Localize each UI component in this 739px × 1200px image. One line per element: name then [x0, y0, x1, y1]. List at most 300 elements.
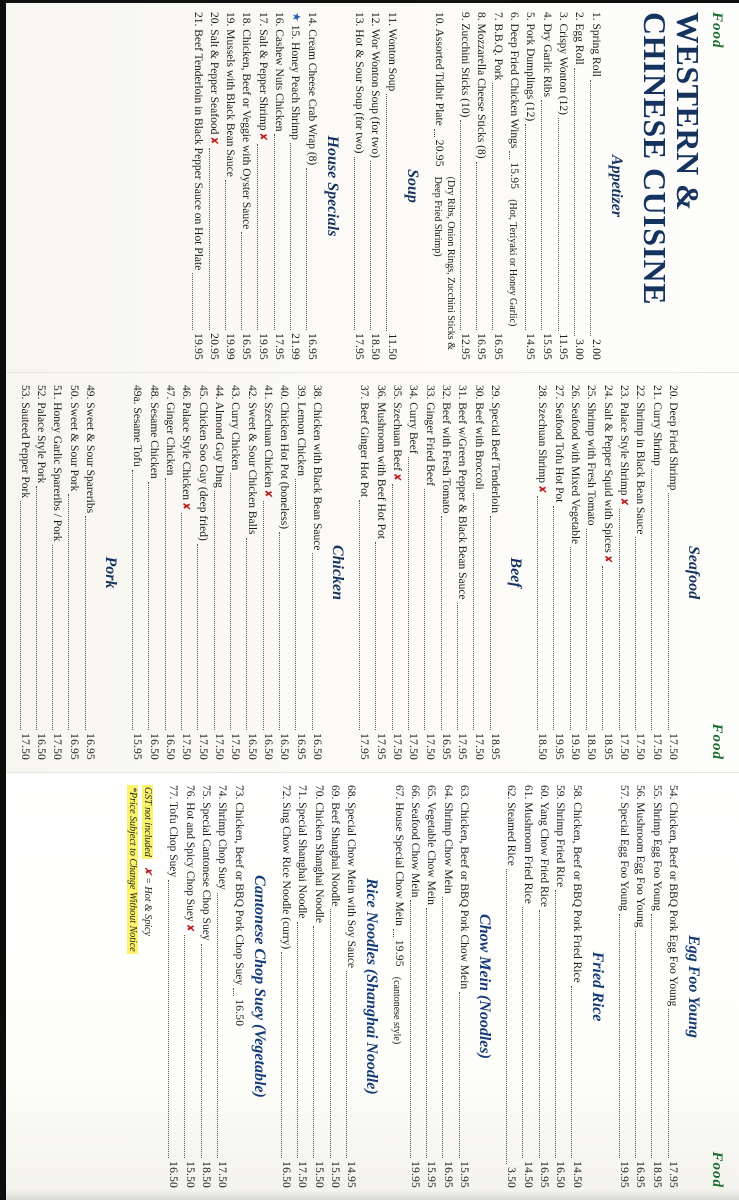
leader-dots	[197, 544, 207, 730]
list-item[interactable]	[405, 385, 421, 760]
leader-dots	[386, 94, 396, 330]
page-title: WESTERN & CHINESE CUISINE	[637, 12, 706, 305]
section-title: Soup	[403, 169, 421, 203]
list-item[interactable]	[343, 785, 359, 1188]
list-item[interactable]	[327, 785, 343, 1188]
item-description: (Dry Ribs, Onion Rings, Zucchini Sticks & Deep Fried Shrimp)	[431, 176, 456, 350]
section-soup	[351, 12, 421, 360]
list-item[interactable]	[648, 385, 664, 760]
spicy-icon: ✘	[618, 497, 630, 506]
list-item[interactable]	[616, 785, 632, 1188]
item-price: 16.50	[147, 733, 160, 760]
leader-dots	[586, 529, 596, 731]
item-name: Curry Chicken	[229, 402, 242, 471]
item-name: Assorted Tidbit Plate	[433, 28, 446, 126]
star-icon: ★	[289, 12, 302, 22]
paper-edge	[0, 0, 739, 3]
list-item[interactable]	[303, 12, 319, 360]
item-number: 58.	[570, 785, 583, 800]
spicy-icon: ✘	[142, 866, 154, 875]
list-item[interactable]	[129, 385, 145, 760]
item-number: 46.	[180, 385, 193, 400]
leader-dots	[375, 542, 385, 730]
item-name: Mozzarella Cheese Sticks (8)	[475, 23, 488, 159]
leader-dots	[52, 545, 62, 731]
item-number: 71.	[296, 785, 309, 800]
section-egg-foo-young	[616, 785, 702, 1188]
item-name: Chicken Hot Pot (boneless)	[278, 402, 291, 530]
item-number: 14.	[305, 12, 318, 27]
item-name: Beef with Broccoli	[472, 402, 485, 490]
list-item[interactable]	[82, 385, 98, 760]
item-price: 11.50	[385, 333, 398, 360]
item-number: 73.	[232, 785, 245, 800]
item-price: 19.95	[392, 939, 405, 967]
list-item[interactable]	[407, 785, 423, 1188]
list-item[interactable]	[278, 785, 294, 1188]
item-price: 16.95	[240, 333, 253, 360]
menu-item-list	[534, 385, 681, 760]
item-number: 55.	[650, 785, 663, 800]
list-item[interactable]	[243, 385, 259, 760]
list-item[interactable]	[206, 12, 222, 360]
item-price: 12.95	[459, 333, 472, 360]
item-name: Chicken, Beef or BBQ Pork Chow Mein	[458, 802, 471, 990]
menu-item-list	[503, 785, 585, 1188]
item-price: 19.50	[569, 733, 582, 760]
item-name: Pork Dumplings (12)	[524, 23, 537, 122]
item-name: Special Chow Mein with Soy Sauce	[345, 802, 358, 969]
list-item[interactable]	[423, 785, 439, 1188]
list-item[interactable]	[456, 785, 472, 1188]
item-price: 15.50	[183, 1161, 196, 1188]
item-price: 19.95	[409, 1161, 422, 1188]
leader-dots	[553, 506, 563, 731]
leader-dots	[392, 484, 402, 730]
item-name: Beef with Fresh Tomato	[440, 402, 453, 514]
list-item[interactable]	[367, 12, 383, 360]
item-name: Spring Roll	[589, 23, 602, 77]
section-title: Appetizer	[607, 154, 625, 218]
item-price: 16.50	[232, 999, 245, 1027]
list-item[interactable]	[550, 385, 566, 760]
list-item[interactable]	[294, 785, 310, 1188]
list-item[interactable]	[222, 12, 238, 360]
item-price: 18.50	[200, 1161, 213, 1188]
item-number: 49.	[84, 385, 97, 400]
leader-dots	[441, 516, 451, 730]
item-number: 77.	[167, 785, 180, 800]
leader-dots	[539, 910, 549, 1158]
section-beef	[356, 385, 524, 760]
item-price: 17.95	[374, 733, 387, 760]
leader-dots	[330, 909, 340, 1158]
leader-dots	[457, 603, 467, 731]
list-item[interactable]	[439, 785, 455, 1188]
list-item[interactable]	[489, 12, 505, 360]
item-name: Beef w/Green Pepper & Black Bean Sauce	[456, 402, 469, 600]
list-item[interactable]	[181, 785, 197, 1188]
list-item[interactable]	[555, 12, 571, 360]
list-item[interactable]	[519, 785, 535, 1188]
item-price: 14.50	[521, 1161, 534, 1188]
item-name: Salt & Pepper Squid with Spices	[601, 402, 614, 553]
item-price: 17.50	[667, 733, 679, 760]
list-item[interactable]	[522, 12, 538, 360]
list-item[interactable]	[616, 385, 632, 760]
list-item[interactable]	[310, 785, 326, 1188]
spicy-icon: ✘	[183, 923, 195, 933]
leader-dots	[290, 143, 300, 330]
item-description: (Hot, Teriyaki or Honey Garlic)	[506, 199, 518, 327]
leader-dots	[184, 935, 194, 1158]
item-name: Shrimp Chop Suey	[216, 802, 229, 890]
leader-dots	[492, 83, 502, 330]
list-item[interactable]	[487, 385, 503, 760]
list-item[interactable]	[287, 12, 303, 360]
item-name: Cashew Nuts Chicken	[273, 29, 286, 132]
leader-dots	[148, 482, 158, 731]
leader-dots	[246, 538, 256, 731]
item-name: Mussels with Black Bean Sauce	[224, 29, 237, 177]
item-price: 21.99	[289, 333, 302, 360]
list-item[interactable]	[665, 385, 681, 760]
item-price: 16.50	[262, 733, 275, 760]
menu-item-list	[17, 385, 99, 760]
item-number: 65.	[425, 785, 438, 800]
item-number: 39.	[294, 385, 307, 400]
leader-dots	[426, 908, 436, 1158]
menu-item-list	[351, 12, 400, 360]
item-number: 24.	[601, 385, 614, 400]
item-number: 68.	[345, 785, 358, 800]
section-title: Pork	[102, 556, 120, 589]
leader-dots	[668, 1009, 678, 1158]
section-title: House Specials	[323, 135, 341, 237]
item-price: 16.50	[311, 733, 324, 760]
item-name: Ginger Chicken	[164, 402, 177, 476]
spicy-icon: ✘	[536, 485, 548, 494]
item-name: Dry Garlic Ribs	[540, 23, 553, 97]
list-item[interactable]	[33, 385, 49, 760]
item-price: 15.95	[508, 162, 521, 190]
list-item[interactable]	[587, 12, 603, 360]
item-price: 3.00	[573, 339, 586, 360]
leader-dots	[509, 151, 519, 159]
list-item[interactable]	[145, 385, 161, 760]
menu-item-list	[431, 12, 604, 360]
item-name: Honey Garlic Spareribs / Pork	[51, 402, 64, 542]
item-name: Lemon Chicken	[294, 402, 307, 477]
item-name: Shrimp with Fresh Tomato	[585, 402, 598, 526]
item-name: Palace Style Chicken	[180, 402, 193, 500]
leader-dots	[306, 168, 316, 330]
item-name: Honey Peach Shrimp	[289, 42, 302, 140]
leader-dots	[209, 148, 219, 330]
section-title: Beef	[507, 557, 525, 588]
leader-dots	[20, 501, 30, 730]
list-item[interactable]	[506, 12, 522, 360]
list-item[interactable]	[49, 385, 65, 760]
item-price: 14.50	[570, 1161, 583, 1188]
item-number: 61.	[521, 785, 534, 800]
leader-dots	[214, 491, 224, 730]
item-number: 62.	[505, 785, 518, 800]
item-name: Hot and Spicy Chop Suey	[183, 802, 196, 922]
item-price: 16.95	[305, 333, 318, 360]
item-number: 26.	[569, 385, 582, 400]
item-number: 2.	[573, 12, 586, 21]
item-price: 2.00	[589, 339, 602, 360]
item-name: Seafood with Mixed Vegetable	[569, 402, 582, 545]
item-price: 15.95	[458, 1161, 471, 1188]
item-price: 17.95	[353, 333, 366, 360]
item-price: 17.50	[51, 733, 64, 760]
list-item[interactable]	[372, 385, 388, 760]
item-number: 35.	[391, 385, 404, 400]
item-name: Crispy Wonton (12)	[557, 23, 570, 116]
item-price: 19.95	[256, 333, 269, 360]
item-name: Szechuan Beef	[391, 402, 404, 471]
list-item[interactable]	[211, 385, 227, 760]
leader-dots	[522, 907, 532, 1158]
item-price: 17.95	[273, 333, 286, 360]
item-price: 15.50	[312, 1161, 325, 1188]
item-price: 17.50	[634, 733, 647, 760]
list-item[interactable]	[534, 385, 550, 760]
leader-dots	[490, 516, 500, 730]
section-title: Cantonese Chop Suey (Vegetable)	[250, 875, 268, 1098]
item-name: Chicken, Beef or Veggie with Oyster Sauce	[240, 29, 253, 230]
item-number: 19.	[224, 12, 237, 27]
item-number: 54.	[667, 785, 679, 800]
list-item[interactable]	[178, 385, 194, 760]
leader-dots	[279, 532, 289, 730]
item-name: Special Beef Tenderloin	[489, 402, 502, 513]
item-name: House Special Chow Mein	[392, 802, 405, 926]
leader-dots	[537, 496, 547, 730]
item-price: 19.99	[224, 333, 237, 360]
list-item[interactable]	[538, 12, 554, 360]
item-name: Steamed Rice	[505, 802, 518, 866]
item-number: 48.	[147, 385, 160, 400]
item-description: (cantonese style)	[391, 976, 403, 1045]
item-name: Chicken with Black Bean Sauce	[311, 402, 324, 551]
list-item[interactable]	[292, 385, 308, 760]
item-name: Sauteed Pepper Pork	[18, 402, 31, 499]
item-price: 19.95	[191, 333, 204, 360]
list-item[interactable]	[214, 785, 230, 1188]
list-item[interactable]	[227, 385, 243, 760]
item-price: 16.95	[84, 733, 97, 760]
leader-dots	[668, 493, 678, 730]
leader-dots	[651, 914, 661, 1158]
item-number: 56.	[634, 785, 647, 800]
item-name: Wor Wonton Soup (for two)	[369, 29, 382, 158]
leader-dots	[225, 180, 235, 330]
item-name: Seafood Chow Mein	[409, 802, 422, 898]
list-item[interactable]	[389, 385, 405, 760]
restaurant-logo: Food	[709, 12, 725, 49]
leader-dots	[635, 537, 645, 730]
list-item[interactable]	[255, 12, 271, 360]
menu-footnote	[125, 785, 155, 1188]
leader-dots	[410, 900, 420, 1158]
list-item[interactable]	[632, 785, 648, 1188]
leader-dots	[590, 80, 600, 336]
item-number: 74.	[216, 785, 229, 800]
item-price: 17.50	[423, 733, 436, 760]
item-number: 76.	[183, 785, 196, 800]
item-price: 18.50	[585, 733, 598, 760]
price-note: *Price Subject to Change Without Notice	[127, 787, 139, 952]
section-seafood	[534, 385, 702, 760]
item-number: 27.	[552, 385, 565, 400]
leader-dots	[295, 479, 305, 730]
item-price: 16.50	[554, 1161, 567, 1188]
leader-dots	[281, 952, 291, 1158]
item-number: 57.	[618, 785, 631, 800]
section-title: Rice Noodles (Shanghai Noodle)	[363, 878, 381, 1095]
item-name: Curry Shrimp	[650, 402, 663, 466]
list-item[interactable]	[390, 785, 406, 1188]
list-item[interactable]	[536, 785, 552, 1188]
item-number: 23.	[618, 385, 631, 400]
list-item[interactable]	[438, 385, 454, 760]
item-number: 11.	[385, 12, 398, 26]
item-name: Chicken, Beef or BBQ Pork Egg Foo Young	[667, 802, 679, 1007]
list-item[interactable]	[665, 785, 681, 1188]
gst-note: GST not included	[142, 787, 154, 857]
list-item[interactable]	[66, 385, 82, 760]
list-item[interactable]	[260, 385, 276, 760]
section-title: Chicken	[329, 544, 347, 601]
menu-item-list	[356, 385, 503, 760]
list-item[interactable]	[198, 785, 214, 1188]
list-item[interactable]	[503, 785, 519, 1188]
item-name: Shrimp Egg Foo Young	[650, 802, 663, 911]
list-item[interactable]	[632, 385, 648, 760]
item-number: 15.	[289, 24, 302, 40]
item-number: 34.	[407, 385, 420, 400]
leader-dots	[274, 134, 284, 330]
leader-dots	[241, 232, 251, 330]
item-price: 17.50	[229, 733, 242, 760]
leader-dots	[393, 929, 403, 937]
item-number: 53.	[18, 385, 31, 400]
list-item[interactable]	[457, 12, 473, 360]
list-item[interactable]	[568, 785, 584, 1188]
item-price: 20.95	[433, 139, 446, 167]
item-number: 67.	[392, 785, 405, 800]
leader-dots	[263, 501, 273, 730]
item-price: 16.95	[634, 1161, 647, 1188]
item-name: Deep Fried Chicken Wings	[508, 23, 521, 149]
item-number: 9.	[459, 12, 472, 21]
item-number: 51.	[51, 385, 64, 400]
section-title: Chow Mein (Noodles)	[476, 914, 494, 1059]
leader-dots	[541, 100, 551, 330]
list-item[interactable]	[648, 785, 664, 1188]
item-number: 21.	[191, 12, 204, 27]
item-price: 15.50	[329, 1161, 342, 1188]
item-number: 40.	[278, 385, 291, 400]
list-item[interactable]	[421, 385, 437, 760]
list-item[interactable]	[189, 12, 205, 360]
list-item[interactable]	[271, 12, 287, 360]
list-item[interactable]	[165, 785, 181, 1188]
item-number: 21.	[650, 385, 663, 400]
list-item[interactable]	[356, 385, 372, 760]
list-item[interactable]	[567, 385, 583, 760]
list-item[interactable]	[238, 12, 254, 360]
leader-dots	[424, 489, 434, 730]
leader-dots	[571, 986, 581, 1158]
item-price: 17.50	[407, 733, 420, 760]
list-item[interactable]	[309, 385, 325, 760]
item-name: Hot & Sour Soup (for two)	[353, 29, 366, 154]
list-item[interactable]	[583, 385, 599, 760]
leader-dots	[558, 118, 568, 331]
item-name: Szechuan Chicken	[262, 402, 275, 488]
menu-item-list	[616, 785, 681, 1188]
item-price: 19.95	[552, 733, 565, 760]
list-item[interactable]	[162, 385, 178, 760]
list-item[interactable]	[17, 385, 33, 760]
item-number: 7.	[491, 12, 504, 21]
list-item[interactable]	[230, 785, 246, 1188]
item-price: 17.50	[213, 733, 226, 760]
list-item[interactable]	[470, 385, 486, 760]
leader-dots	[313, 926, 323, 1158]
item-name: Wonton Soup	[385, 28, 398, 92]
leader-dots	[459, 992, 469, 1158]
list-item[interactable]	[194, 385, 210, 760]
list-item[interactable]	[454, 385, 470, 760]
menu-column-2	[0, 372, 739, 772]
item-price: 15.95	[540, 333, 553, 360]
item-number: 36.	[374, 385, 387, 400]
item-number: 20.	[207, 12, 220, 27]
item-price: 20.95	[207, 333, 220, 360]
item-name: Sweet & Sour Pork	[67, 402, 80, 492]
item-price: 16.95	[475, 333, 488, 360]
list-item[interactable]	[473, 12, 489, 360]
section-appetizer	[431, 12, 625, 360]
item-price: 19.95	[618, 1161, 631, 1188]
item-number: 3.	[557, 12, 570, 21]
section-fried-rice	[503, 785, 606, 1188]
item-number: 32.	[440, 385, 453, 400]
spicy-icon: ✘	[256, 132, 268, 141]
item-price: 17.50	[391, 733, 404, 760]
item-price: 18.95	[650, 1161, 663, 1188]
leader-dots	[354, 157, 364, 331]
leader-dots	[69, 494, 79, 730]
list-item[interactable]	[552, 785, 568, 1188]
item-price: 16.50	[280, 1161, 293, 1188]
item-price: 17.50	[196, 733, 209, 760]
list-item[interactable]	[276, 385, 292, 760]
list-item[interactable]	[431, 12, 457, 360]
list-item[interactable]	[599, 385, 615, 760]
list-item[interactable]	[383, 12, 399, 360]
leader-dots	[570, 547, 580, 730]
menu-item-list	[165, 785, 247, 1188]
list-item[interactable]	[571, 12, 587, 360]
list-item[interactable]	[351, 12, 367, 360]
leader-dots	[408, 457, 418, 730]
